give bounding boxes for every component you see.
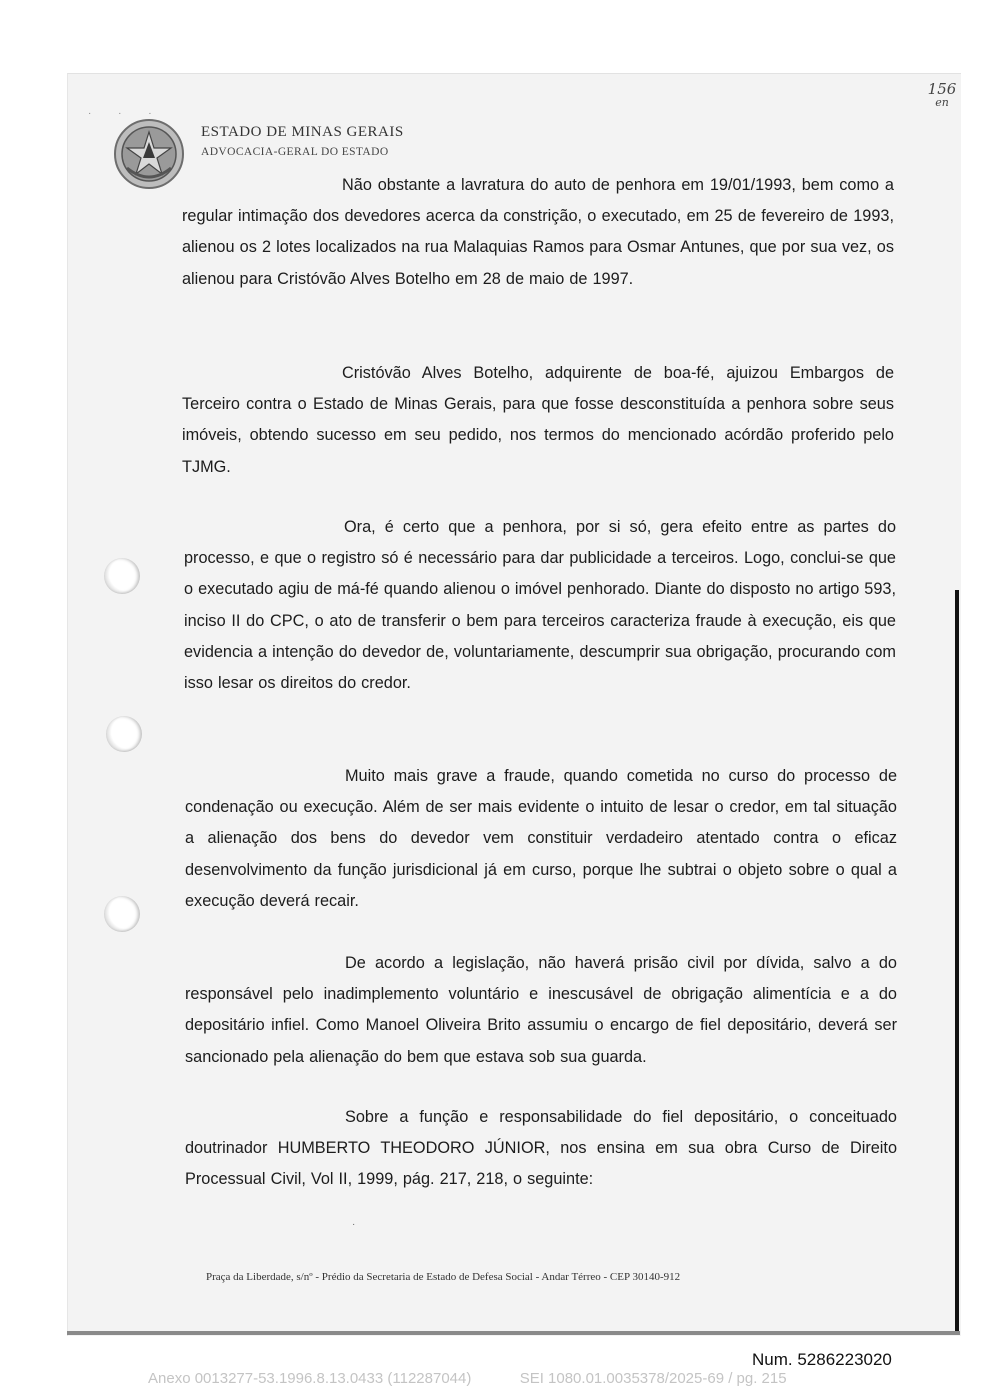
org-subtitle: ADVOCACIA-GERAL DO ESTADO <box>201 146 389 158</box>
sei-document-number: Num. 5286223020 <box>752 1350 892 1369</box>
punch-hole <box>104 558 140 594</box>
scan-mark: · <box>352 1219 356 1230</box>
paragraph-1 <box>182 170 894 295</box>
handwritten-number: 156 <box>927 80 957 98</box>
sei-annex: Anexo 0013277-53.1996.8.13.0433 (112287044) <box>148 1370 472 1387</box>
punch-hole <box>104 896 140 932</box>
paragraph-text: Não obstante a lavratura do auto de penhora em 19/01/1993, bem como a regular intimação dos devedores acerca da constrição, o executado, em 25 de fevereiro de 1993, alienou os 2 lotes localizados na rua Malaquias Ramos para Osmar Antunes, que por sua vez, os alienou para Cristóvão Alves Botelho em 28 de maio de 1997. <box>182 176 894 288</box>
handwritten-page-number <box>922 80 962 109</box>
paragraph-text: Ora, é certo que a penhora, por si só, gera efeito entre as partes do processo, e que o registro só é necessário para dar publicidade a terceiros. Logo, conclui-se que o executado agiu de má-fé quando alienou o imóvel penhorado. Diante do disposto no artigo 593, inciso II do CPC, o ato de transferir o bem para terceiros caracteriza fraude à execução, eis que evidencia a intenção do devedor de, voluntariamente, descumprir sua obrigação, procurando com isso lesar os direitos do credor. <box>184 518 896 693</box>
sei-process: SEI 1080.01.0035378/2025-69 / pg. 215 <box>519 1370 787 1387</box>
scan-edge-shadow <box>955 590 959 1335</box>
paragraph-4 <box>185 761 897 917</box>
paragraph-text: Sobre a função e responsabilidade do fiel depositário, o conceituado doutrinador HUMBERTO THEODORO JÚNIOR, nos ensina em sua obra Curso de Direito Processual Civil, Vol II, 1999, pág. 217, 218, o seguinte: <box>185 1108 897 1189</box>
paragraph-text: De acordo a legislação, não haverá prisão civil por dívida, salvo a do responsável pelo inadimplemento voluntário e inescusável de obrigação alimentícia e a do depositário infiel. Como Manoel Oliveira Brito assumiu o encargo de fiel depositário, deverá ser sancionado pela alienação do bem que estava sob sua guarda. <box>185 954 897 1066</box>
paragraph-text: Muito mais grave a fraude, quando cometida no curso do processo de condenação ou execução. Além de ser mais evidente o intuito de lesar o credor, em tal situação a alienação dos bens do devedor vem constituir verdadeiro atentado contra o eficaz desenvolvimento da função jurisdicional já em curso, porque lhe subtrai o objeto sobre o qual a execução deverá recair. <box>185 767 897 910</box>
scan-bottom-shadow <box>67 1331 960 1335</box>
sei-watermark <box>148 1370 878 1387</box>
paragraph-3 <box>184 512 896 699</box>
punch-hole <box>106 716 142 752</box>
page-footer: Praça da Liberdade, s/nº - Prédio da Secretaria de Estado de Defesa Social - Andar Térreo - CEP 30140-912 <box>206 1271 681 1283</box>
state-seal-icon <box>113 118 185 190</box>
handwritten-initials: en <box>935 96 949 109</box>
paragraph-5 <box>185 948 897 1073</box>
paragraph-2 <box>182 358 894 483</box>
paragraph-text: Cristóvão Alves Botelho, adquirente de boa-fé, ajuizou Embargos de Terceiro contra o Estado de Minas Gerais, para que fosse desconstituída a penhora sobre seus imóveis, obtendo sucesso em seu pedido, nos termos do mencionado acórdão proferido pelo TJMG. <box>182 364 894 476</box>
org-name: ESTADO DE MINAS GERAIS <box>201 124 404 140</box>
paragraph-6 <box>185 1102 897 1196</box>
scan-specks: · · · <box>88 108 164 119</box>
